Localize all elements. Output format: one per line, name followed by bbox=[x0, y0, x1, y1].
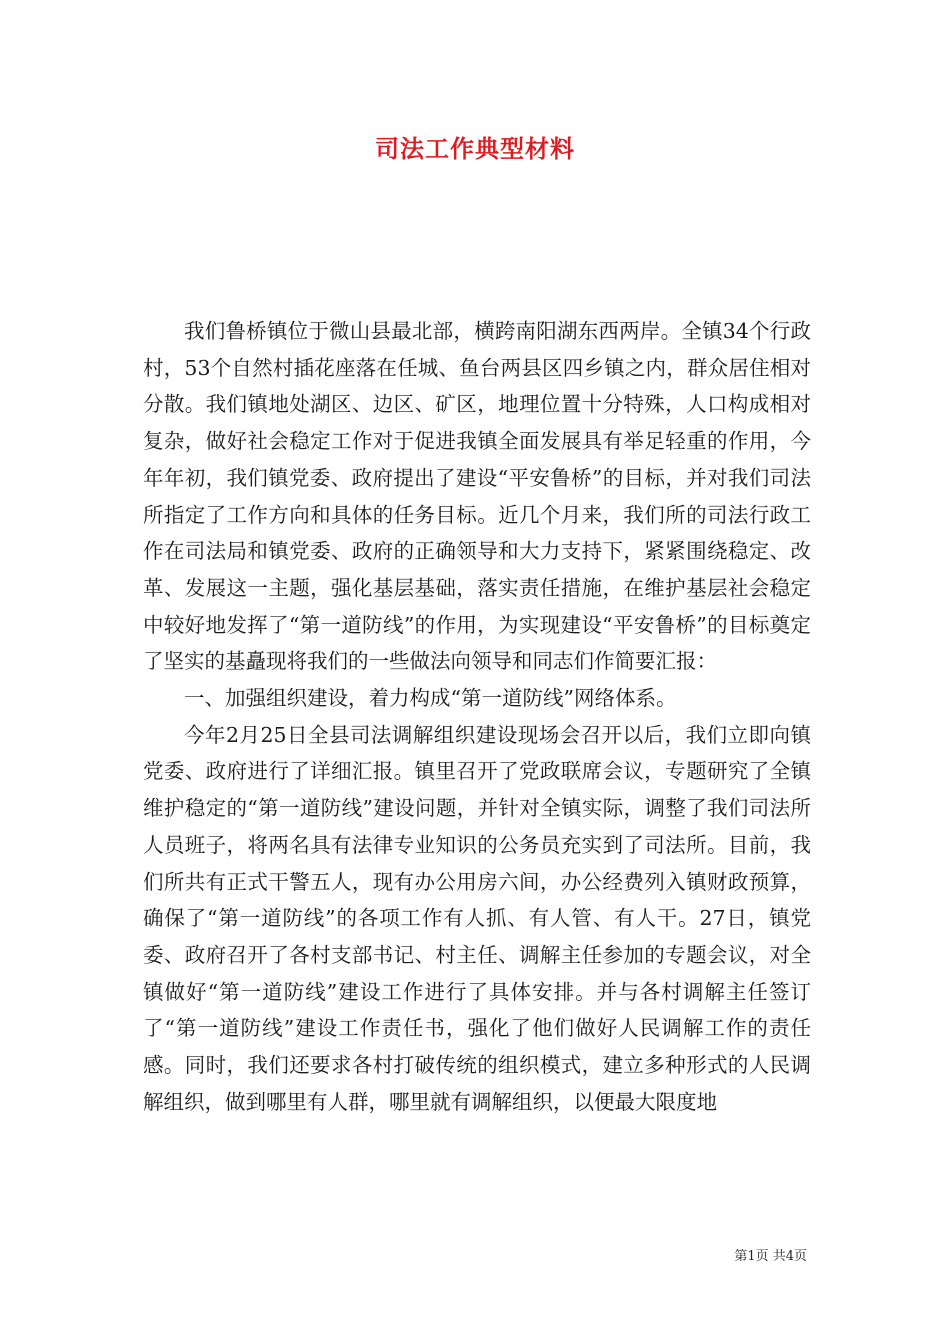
paragraph-section-heading: 一、加强组织建设，着力构成“第一道防线”网络体系。 bbox=[184, 686, 677, 711]
page-number-footer: 第1页 共4页 bbox=[734, 1249, 807, 1264]
document-body bbox=[143, 313, 811, 1120]
paragraph-intro: 我们鲁桥镇位于微山县最北部，横跨南阳湖东西两岸。全镇34个行政村，53个自然村插花座落在任城、鱼台两县区四乡镇之内，群众居住相对分散。我们镇地处湖区、边区、矿区，地理位置十分特殊，人口构成相对复杂，做好社会稳定工作对于促进我镇全面发展具有举足轻重的作用，今年年初，我们镇党委、政府提出了建设“平安鲁桥”的目标，并对我们司法所指定了工作方向和具体的任务目标。近几个月来，我们所的司法行政工作在司法局和镇党委、政府的正确领导和大力支持下，紧紧围绕稳定、改革、发展这一主题，强化基层基础，落实责任措施，在维护基层社会稳定中较好地发挥了“第一道防线”的作用，为实现建设“平安鲁桥”的目标奠定了坚实的基矗现将我们的一些做法向领导和同志们作简要汇报： bbox=[143, 319, 811, 674]
paragraph-details: 今年2月25日全县司法调解组织建设现场会召开以后，我们立即向镇党委、政府进行了详细汇报。镇里召开了党政联席会议，专题研究了全镇维护稳定的“第一道防线”建设问题，并针对全镇实际，调整了我们司法所人员班子，将两名具有法律专业知识的公务员充实到了司法所。目前，我们所共有正式干警五人，现有办公用房六间，办公经费列入镇财政预算，确保了“第一道防线”的各项工作有人抓、有人管、有人干。27日，镇党委、政府召开了各村支部书记、村主任、调解主任参加的专题会议，对全镇做好“第一道防线”建设工作进行了具体安排。并与各村调解主任签订了“第一道防线”建设工作责任书，强化了他们做好人民调解工作的责任感。同时，我们还要求各村打破传统的组织模式，建立多种形式的人民调解组织，做到哪里有人群，哪里就有调解组织，以便最大限度地 bbox=[143, 722, 811, 1114]
document-title: 司法工作典型材料 bbox=[375, 134, 575, 163]
